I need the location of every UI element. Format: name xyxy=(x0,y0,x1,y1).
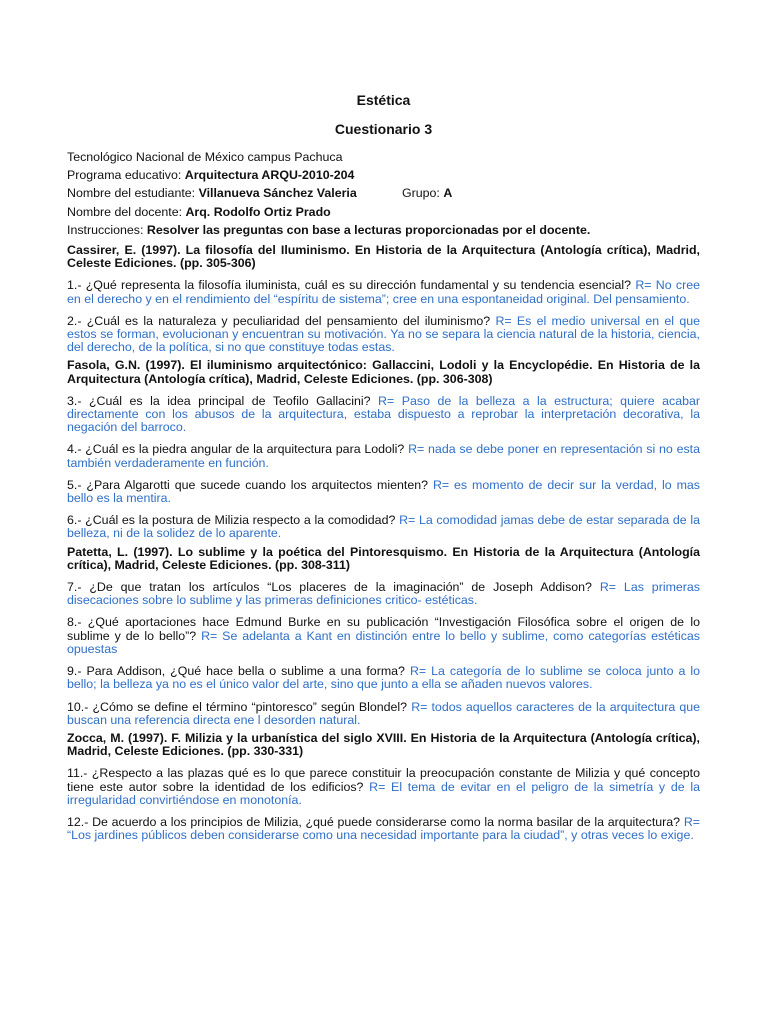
question-item xyxy=(67,665,700,691)
teacher-value: Arq. Rodolfo Ortiz Prado xyxy=(185,204,331,219)
answer-text: R= es momento de decir sur la verdad, lo mas bello es la mentira. xyxy=(67,477,700,506)
question-item xyxy=(67,279,700,305)
question-item xyxy=(67,443,700,469)
student-line xyxy=(67,184,700,202)
instructions-value: Resolver las preguntas con base a lecturas proporcionadas por el docente. xyxy=(146,222,591,237)
teacher-label: Nombre del docente: xyxy=(67,204,186,219)
institution-line xyxy=(67,148,700,166)
question-item xyxy=(67,315,700,355)
question-text: 5.- ¿Para Algarotti que sucede cuando los arquitectos mienten? xyxy=(67,477,433,492)
question-item xyxy=(67,701,700,727)
question-text: 12.- De acuerdo a los principios de Milizia, ¿qué puede considerarse como la norma basilar de la arquitectura? xyxy=(67,814,684,829)
student-info-block xyxy=(67,148,700,239)
program-label: Programa educativo: xyxy=(67,168,185,183)
question-text: 8.- ¿Qué aportaciones hace Edmund Burke en su publicación “Investigación Filosófica sobre el origen de lo sublime y de lo bello”? xyxy=(67,615,700,643)
answer-text: R= nada se debe poner en representación si no esta también verdaderamente en función. xyxy=(67,442,700,470)
section-reference: Fasola, G.N. (1997). El iluminismo arquitectónico: Gallaccini, Lodoli y la Encyclopédie. En Historia de la Arquitectura (Antología crítica), Madrid, Celeste Ediciones. (pp. 306-308) xyxy=(67,358,700,386)
answer-text: R= La comodidad jamas debe de estar separada de la belleza, ni de la solidez de lo aparente. xyxy=(67,513,700,541)
answer-text: R= El tema de evitar en el peligro de la simetría y de la irregularidad convirtiéndose en monotonía. xyxy=(67,779,700,807)
section-reference: Cassirer, E. (1997). La filosofía del Iluminismo. En Historia de la Arquitectura (Antología crítica), Madrid, Celeste Ediciones. (pp. 305-306) xyxy=(67,243,700,271)
answer-text: R= Las primeras disecaciones sobre lo sublime y las primeras definiciones critico- estéticas. xyxy=(67,580,701,608)
student-value: Villanueva Sánchez Valeria xyxy=(198,186,357,201)
answer-text: R= todos aquellos caracteres de la arquitectura que buscan una referencia directa ene l desorden natural. xyxy=(67,699,700,727)
answer-text: R= Es el medio universal en el que estos se forman, evolucionan y encuentran su motivación. Ya no se separa la ciencia natural de la historia, ciencia, del derecho, de la política, si no que constituye todas estas. xyxy=(67,313,700,355)
instructions-line xyxy=(67,221,700,239)
question-item xyxy=(67,479,700,505)
question-text: 6.- ¿Cuál es la postura de Milizia respecto a la comodidad? xyxy=(67,513,400,528)
answer-text: R= La categoría de lo sublime se coloca junto a lo bello; la belleza ya no es el único valor del arte, sino que junto a ella se añaden nuevos valores. xyxy=(67,664,700,692)
group-value: A xyxy=(443,186,453,201)
answer-text: R= Se adelanta a Kant en distinción entre lo bello y sublime, como categorías estéticas opuestas xyxy=(67,628,700,656)
answer-text: R= Paso de la belleza a la estructura; quiere acabar directamente con los abusos de la arquitectura, estaba dispuesto a reprobar la interpretación decorativa, la negación del barroco. xyxy=(67,393,701,435)
document-page xyxy=(67,92,700,842)
section-reference: Zocca, M. (1997). F. Milizia y la urbanística del siglo XVIII. En Historia de la Arquitectura (Antología crítica), Madrid, Celeste Ediciones. (pp. 330-331) xyxy=(67,730,700,759)
question-text: 9.- Para Addison, ¿Qué hace bella o sublime a una forma? xyxy=(67,664,410,679)
program-value: Arquitectura ARQU-2010-204 xyxy=(184,168,355,183)
group-field xyxy=(402,184,452,202)
question-item xyxy=(67,616,700,656)
question-text: 2.- ¿Cuál es la naturaleza y peculiaridad del pensamiento del iluminismo? xyxy=(67,313,496,328)
question-text: 3.- ¿Cuál es la idea principal de Teofilo Gallacini? xyxy=(67,393,379,408)
question-text: 7.- ¿De que tratan los artículos “Los placeres de la imaginación” de Joseph Addison? xyxy=(67,580,600,595)
answer-text: R= No cree en el derecho y en el rendimiento del “espíritu de sistema”; cree en una espontaneidad original. Del pensamiento. xyxy=(67,278,701,306)
question-item xyxy=(67,395,700,435)
group-label: Grupo: xyxy=(402,186,444,201)
student-label: Nombre del estudiante: xyxy=(67,186,199,201)
institution-text: Tecnológico Nacional de México campus Pachuca xyxy=(67,150,343,164)
question-text: 11.- ¿Respecto a las plazas qué es lo que parece constituir la preocupación constante de Milizia y qué concepto tiene este autor sobre la identidad de los edificios? xyxy=(67,766,700,794)
question-item xyxy=(67,767,700,807)
section-reference: Patetta, L. (1997). Lo sublime y la poética del Pintoresquismo. En Historia de la Arquitectura (Antología crítica), Madrid, Celeste Ediciones. (pp. 308-311) xyxy=(67,544,700,572)
document-subtitle: Cuestionario 3 xyxy=(334,121,433,137)
answer-text: R= “Los jardines públicos deben considerarse como una necesidad importante para la ciudad”, y otras veces lo exige. xyxy=(67,814,700,843)
question-text: 4.- ¿Cuál es la piedra angular de la arquitectura para Lodoli? xyxy=(67,442,409,457)
program-line xyxy=(67,166,700,184)
question-text: 10.- ¿Cómo se define el término “pintoresco” según Blondel? xyxy=(67,699,412,714)
question-text: 1.- ¿Qué representa la filosofía iluminista, cuál es su dirección fundamental y su tendencia esencial? xyxy=(67,278,636,293)
document-title: Estética xyxy=(356,92,411,108)
question-item xyxy=(67,514,700,540)
teacher-line xyxy=(67,203,700,221)
question-item xyxy=(67,581,700,607)
question-item xyxy=(67,816,700,842)
instructions-label: Instrucciones: xyxy=(67,222,147,237)
